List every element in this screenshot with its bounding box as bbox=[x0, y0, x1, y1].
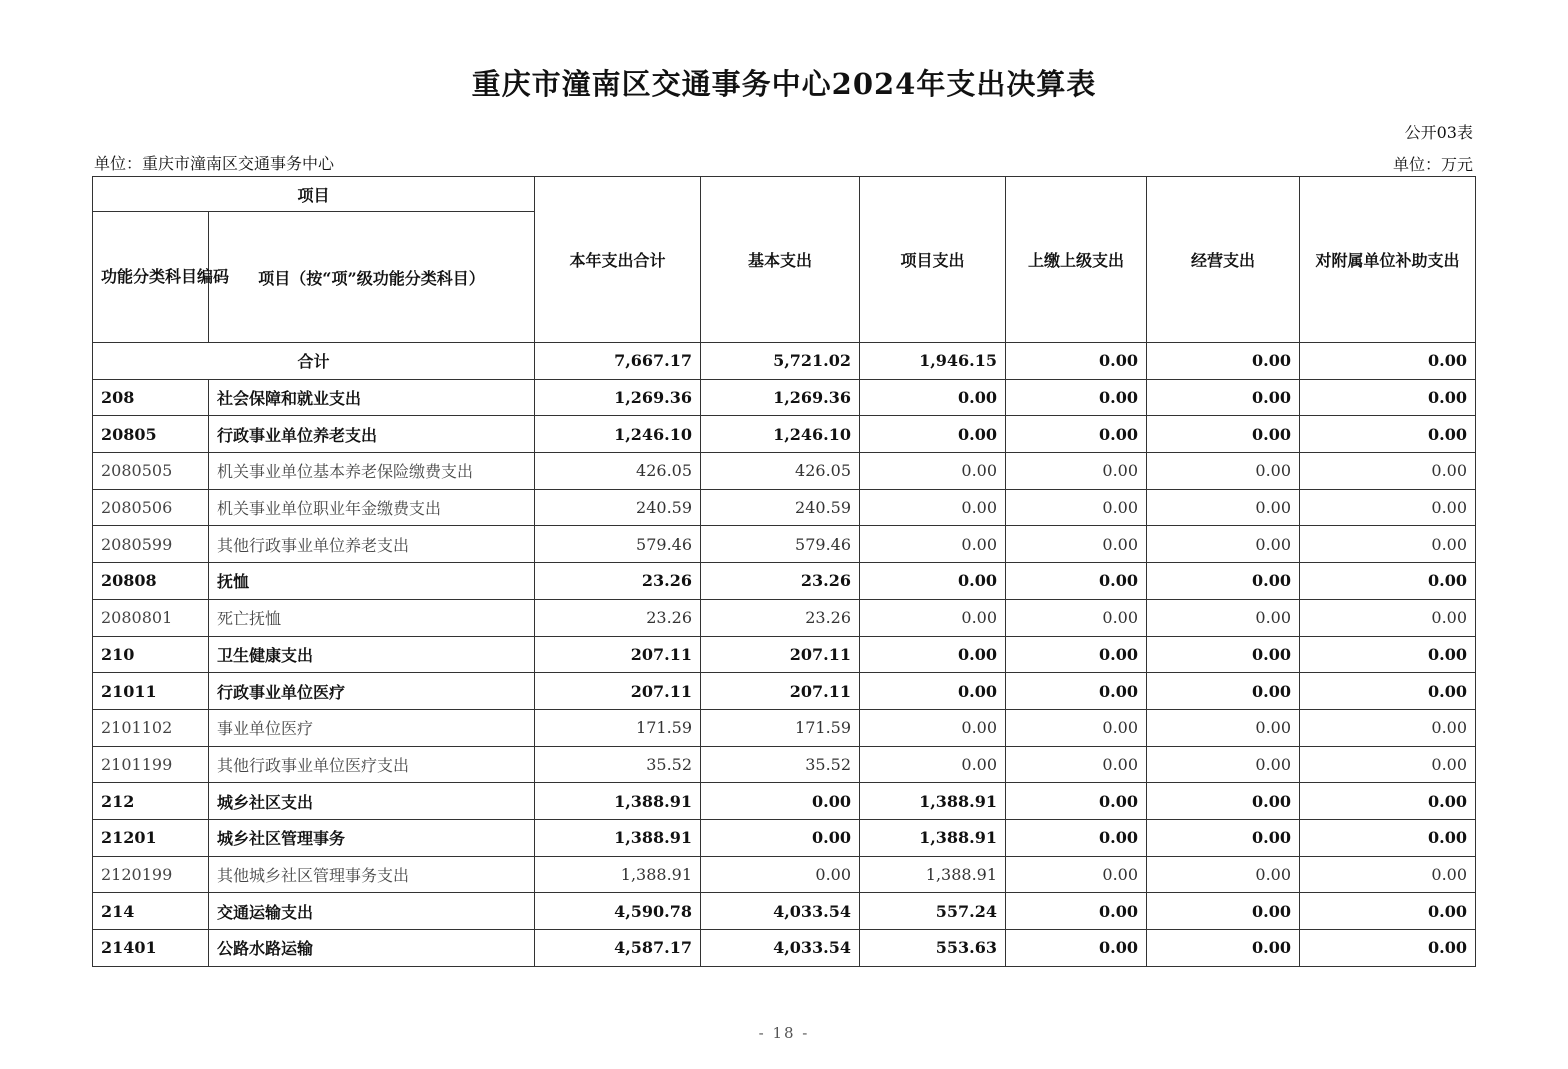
unit-organization: 单位：重庆市潼南区交通事务中心 bbox=[94, 154, 335, 173]
row-value: 1,388.91 bbox=[535, 819, 701, 856]
row-name: 城乡社区支出 bbox=[209, 783, 535, 820]
row-value: 1,388.91 bbox=[535, 783, 701, 820]
row-name: 事业单位医疗 bbox=[209, 709, 535, 746]
row-value: 0.00 bbox=[1147, 416, 1300, 453]
row-name: 死亡抚恤 bbox=[209, 599, 535, 636]
row-code: 21201 bbox=[93, 819, 209, 856]
row-code: 2080505 bbox=[93, 453, 209, 490]
row-value: 0.00 bbox=[1006, 453, 1147, 490]
table-row bbox=[93, 673, 1476, 710]
row-value: 0.00 bbox=[860, 563, 1006, 600]
total-label: 合计 bbox=[93, 343, 535, 380]
row-value: 0.00 bbox=[701, 783, 860, 820]
row-value: 0.00 bbox=[1006, 489, 1147, 526]
row-value: 0.00 bbox=[1006, 746, 1147, 783]
row-value: 1,246.10 bbox=[701, 416, 860, 453]
row-value: 553.63 bbox=[860, 930, 1006, 967]
row-value: 1,388.91 bbox=[535, 856, 701, 893]
row-value: 0.00 bbox=[1147, 453, 1300, 490]
table-row bbox=[93, 416, 1476, 453]
row-code: 208 bbox=[93, 379, 209, 416]
row-value: 1,269.36 bbox=[701, 379, 860, 416]
row-value: 0.00 bbox=[1300, 489, 1476, 526]
row-value: 23.26 bbox=[701, 563, 860, 600]
row-value: 0.00 bbox=[1006, 673, 1147, 710]
row-value: 0.00 bbox=[701, 856, 860, 893]
row-value: 557.24 bbox=[860, 893, 1006, 930]
total-cell: 0.00 bbox=[1147, 343, 1300, 380]
row-code: 2101199 bbox=[93, 746, 209, 783]
row-value: 0.00 bbox=[1147, 930, 1300, 967]
unit-currency: 单位：万元 bbox=[1392, 155, 1473, 174]
row-value: 0.00 bbox=[1300, 453, 1476, 490]
row-value: 4,590.78 bbox=[535, 893, 701, 930]
row-value: 207.11 bbox=[535, 636, 701, 673]
row-name: 社会保障和就业支出 bbox=[209, 379, 535, 416]
row-code: 2101102 bbox=[93, 709, 209, 746]
row-value: 0.00 bbox=[1300, 783, 1476, 820]
table-row bbox=[93, 930, 1476, 967]
expenditure-table bbox=[92, 176, 1476, 967]
row-value: 0.00 bbox=[860, 636, 1006, 673]
row-value: 0.00 bbox=[860, 599, 1006, 636]
table-row bbox=[93, 783, 1476, 820]
table-row bbox=[93, 599, 1476, 636]
row-value: 0.00 bbox=[1300, 599, 1476, 636]
table-row bbox=[93, 893, 1476, 930]
row-value: 0.00 bbox=[1006, 599, 1147, 636]
row-value: 207.11 bbox=[701, 673, 860, 710]
total-cell: 0.00 bbox=[1006, 343, 1147, 380]
row-value: 0.00 bbox=[1147, 709, 1300, 746]
row-value: 1,246.10 bbox=[535, 416, 701, 453]
row-value: 0.00 bbox=[1147, 856, 1300, 893]
row-value: 0.00 bbox=[1147, 526, 1300, 563]
row-value: 0.00 bbox=[1147, 783, 1300, 820]
total-row bbox=[93, 343, 1476, 380]
header-total: 本年支出合计 bbox=[535, 177, 701, 343]
total-cell: 7,667.17 bbox=[535, 343, 701, 380]
row-value: 0.00 bbox=[1300, 746, 1476, 783]
row-code: 2080801 bbox=[93, 599, 209, 636]
row-value: 207.11 bbox=[535, 673, 701, 710]
row-value: 207.11 bbox=[701, 636, 860, 673]
row-value: 1,388.91 bbox=[860, 856, 1006, 893]
header-project: 项目支出 bbox=[860, 177, 1006, 343]
row-code: 21011 bbox=[93, 673, 209, 710]
row-value: 4,033.54 bbox=[701, 930, 860, 967]
row-value: 0.00 bbox=[1006, 893, 1147, 930]
row-value: 0.00 bbox=[1300, 819, 1476, 856]
row-value: 0.00 bbox=[860, 746, 1006, 783]
row-value: 0.00 bbox=[1006, 563, 1147, 600]
document-title: 重庆市潼南区交通事务中心2024年支出决算表 bbox=[471, 67, 1097, 101]
row-code: 2080599 bbox=[93, 526, 209, 563]
row-value: 0.00 bbox=[1147, 636, 1300, 673]
row-value: 240.59 bbox=[535, 489, 701, 526]
row-code: 20808 bbox=[93, 563, 209, 600]
total-cell: 1,946.15 bbox=[860, 343, 1006, 380]
row-value: 240.59 bbox=[701, 489, 860, 526]
row-value: 0.00 bbox=[1147, 489, 1300, 526]
row-value: 0.00 bbox=[1147, 673, 1300, 710]
row-code: 2120199 bbox=[93, 856, 209, 893]
row-name: 行政事业单位养老支出 bbox=[209, 416, 535, 453]
table-row bbox=[93, 563, 1476, 600]
row-value: 0.00 bbox=[1147, 599, 1300, 636]
row-code: 2080506 bbox=[93, 489, 209, 526]
row-value: 579.46 bbox=[701, 526, 860, 563]
row-value: 23.26 bbox=[701, 599, 860, 636]
row-value: 35.52 bbox=[701, 746, 860, 783]
row-name: 城乡社区管理事务 bbox=[209, 819, 535, 856]
row-value: 0.00 bbox=[1147, 819, 1300, 856]
row-value: 0.00 bbox=[1006, 636, 1147, 673]
row-code: 214 bbox=[93, 893, 209, 930]
row-value: 0.00 bbox=[860, 526, 1006, 563]
row-value: 0.00 bbox=[860, 379, 1006, 416]
table-row bbox=[93, 453, 1476, 490]
row-value: 1,269.36 bbox=[535, 379, 701, 416]
row-value: 0.00 bbox=[1006, 856, 1147, 893]
row-value: 0.00 bbox=[1006, 783, 1147, 820]
row-value: 0.00 bbox=[1006, 819, 1147, 856]
row-value: 171.59 bbox=[535, 709, 701, 746]
row-value: 0.00 bbox=[1300, 673, 1476, 710]
row-value: 1,388.91 bbox=[860, 819, 1006, 856]
row-value: 0.00 bbox=[1300, 636, 1476, 673]
table-row bbox=[93, 379, 1476, 416]
table-row bbox=[93, 856, 1476, 893]
table-row bbox=[93, 489, 1476, 526]
header-name: 项目（按“项”级功能分类科目） bbox=[209, 212, 535, 343]
header-code: 功能分类科目编码 bbox=[93, 212, 209, 343]
row-name: 公路水路运输 bbox=[209, 930, 535, 967]
row-value: 23.26 bbox=[535, 563, 701, 600]
row-value: 0.00 bbox=[1300, 709, 1476, 746]
row-value: 0.00 bbox=[1300, 526, 1476, 563]
row-value: 0.00 bbox=[701, 819, 860, 856]
row-value: 4,033.54 bbox=[701, 893, 860, 930]
row-value: 1,388.91 bbox=[860, 783, 1006, 820]
row-name: 其他城乡社区管理事务支出 bbox=[209, 856, 535, 893]
page-number: - 18 - bbox=[758, 1024, 810, 1042]
table-row bbox=[93, 526, 1476, 563]
row-code: 210 bbox=[93, 636, 209, 673]
header-basic: 基本支出 bbox=[701, 177, 860, 343]
row-value: 0.00 bbox=[860, 709, 1006, 746]
row-value: 0.00 bbox=[1300, 416, 1476, 453]
row-value: 0.00 bbox=[1300, 379, 1476, 416]
total-cell: 5,721.02 bbox=[701, 343, 860, 380]
row-value: 0.00 bbox=[1006, 526, 1147, 563]
row-value: 0.00 bbox=[1147, 893, 1300, 930]
row-value: 0.00 bbox=[1300, 930, 1476, 967]
row-name: 其他行政事业单位养老支出 bbox=[209, 526, 535, 563]
row-value: 23.26 bbox=[535, 599, 701, 636]
total-cell: 0.00 bbox=[1300, 343, 1476, 380]
row-value: 426.05 bbox=[701, 453, 860, 490]
row-value: 0.00 bbox=[1300, 893, 1476, 930]
row-value: 426.05 bbox=[535, 453, 701, 490]
row-code: 21401 bbox=[93, 930, 209, 967]
row-value: 0.00 bbox=[1006, 709, 1147, 746]
form-number: 公开03表 bbox=[1404, 123, 1473, 142]
row-code: 20805 bbox=[93, 416, 209, 453]
table-row bbox=[93, 709, 1476, 746]
row-code: 212 bbox=[93, 783, 209, 820]
row-value: 0.00 bbox=[1147, 563, 1300, 600]
row-name: 卫生健康支出 bbox=[209, 636, 535, 673]
row-name: 其他行政事业单位医疗支出 bbox=[209, 746, 535, 783]
table-row bbox=[93, 819, 1476, 856]
row-value: 0.00 bbox=[1147, 379, 1300, 416]
row-name: 机关事业单位职业年金缴费支出 bbox=[209, 489, 535, 526]
header-subsidy: 对附属单位补助支出 bbox=[1300, 177, 1476, 343]
row-value: 4,587.17 bbox=[535, 930, 701, 967]
row-value: 35.52 bbox=[535, 746, 701, 783]
header-business: 经营支出 bbox=[1147, 177, 1300, 343]
row-name: 交通运输支出 bbox=[209, 893, 535, 930]
header-project-group: 项目 bbox=[93, 177, 535, 212]
row-value: 0.00 bbox=[1300, 856, 1476, 893]
row-value: 579.46 bbox=[535, 526, 701, 563]
row-value: 0.00 bbox=[860, 489, 1006, 526]
row-name: 机关事业单位基本养老保险缴费支出 bbox=[209, 453, 535, 490]
row-value: 0.00 bbox=[860, 453, 1006, 490]
row-value: 0.00 bbox=[1006, 930, 1147, 967]
row-name: 行政事业单位医疗 bbox=[209, 673, 535, 710]
row-value: 0.00 bbox=[1300, 563, 1476, 600]
row-value: 171.59 bbox=[701, 709, 860, 746]
row-value: 0.00 bbox=[1147, 746, 1300, 783]
row-value: 0.00 bbox=[1006, 416, 1147, 453]
table-row bbox=[93, 636, 1476, 673]
header-upper: 上缴上级支出 bbox=[1006, 177, 1147, 343]
row-value: 0.00 bbox=[1006, 379, 1147, 416]
row-name: 抚恤 bbox=[209, 563, 535, 600]
row-value: 0.00 bbox=[860, 416, 1006, 453]
table-row bbox=[93, 746, 1476, 783]
row-value: 0.00 bbox=[860, 673, 1006, 710]
